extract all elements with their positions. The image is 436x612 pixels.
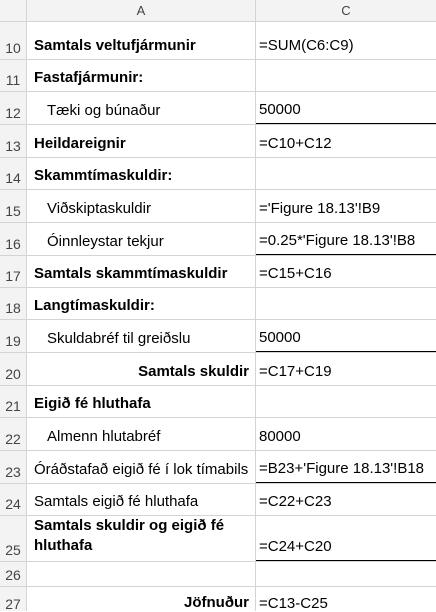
cell-c13[interactable] — [256, 125, 436, 157]
cell-c23-text: =B23+'Figure 18.13'!B18 — [259, 460, 425, 477]
row-16 — [0, 223, 436, 256]
row-26 — [0, 562, 436, 587]
row-header-13[interactable] — [0, 125, 27, 157]
cell-a17-text: Samtals skammtímaskuldir — [34, 265, 228, 282]
cell-a18-text: Langtímaskuldir: — [34, 297, 155, 314]
cell-c12[interactable] — [256, 92, 436, 124]
cell-c13-text: =C10+C12 — [259, 135, 332, 152]
row-number: 10 — [5, 40, 21, 56]
cell-a14[interactable] — [27, 158, 256, 189]
row-header-19[interactable] — [0, 320, 27, 352]
row-number: 13 — [5, 138, 21, 154]
row-25 — [0, 516, 436, 562]
row-12 — [0, 92, 436, 125]
column-header-c-label: C — [341, 3, 351, 18]
column-header-c[interactable] — [256, 0, 436, 22]
cell-c16-text: =0.25*'Figure 18.13'!B8 — [259, 232, 416, 249]
row-header-21[interactable] — [0, 386, 27, 417]
cell-c27-text: =C13-C25 — [259, 595, 328, 611]
cell-a19-text: Skuldabréf til greiðslu — [47, 330, 191, 347]
row-14 — [0, 158, 436, 190]
row-number: 19 — [5, 333, 21, 349]
cell-a11[interactable] — [27, 60, 256, 91]
row-header-17[interactable] — [0, 256, 27, 287]
cell-a13[interactable] — [27, 125, 256, 157]
cell-c26[interactable] — [256, 562, 436, 586]
cell-c23[interactable] — [256, 451, 436, 483]
row-header-15[interactable] — [0, 190, 27, 222]
cell-c11[interactable] — [256, 60, 436, 91]
cell-a22[interactable] — [27, 418, 256, 450]
row-number: 23 — [5, 464, 21, 480]
row-number: 24 — [5, 496, 21, 512]
cell-a10[interactable] — [27, 22, 256, 59]
cell-a26[interactable] — [27, 562, 256, 586]
column-header-a[interactable] — [27, 0, 256, 22]
row-18 — [0, 288, 436, 320]
row-number: 17 — [5, 268, 21, 284]
cell-a14-text: Skammtímaskuldir: — [34, 167, 173, 184]
row-number: 18 — [5, 300, 21, 316]
row-10 — [0, 22, 436, 60]
cell-a27[interactable] — [27, 587, 256, 611]
row-header-10[interactable] — [0, 22, 27, 59]
cell-c19-text: 50000 — [259, 329, 301, 346]
cell-a24[interactable] — [27, 484, 256, 515]
cell-a21[interactable] — [27, 386, 256, 417]
cell-c15-text: ='Figure 18.13'!B9 — [259, 200, 381, 217]
row-24 — [0, 484, 436, 516]
row-header-14[interactable] — [0, 158, 27, 189]
cell-a15[interactable] — [27, 190, 256, 222]
cell-a16-text: Óinnleystar tekjur — [47, 233, 164, 250]
cell-c10-text: =SUM(C6:C9) — [259, 37, 354, 54]
cell-a23[interactable] — [27, 451, 256, 483]
cell-a25[interactable] — [27, 516, 256, 561]
row-11 — [0, 60, 436, 92]
cell-a25-text: Samtals skuldir og eigið fé hluthafa — [34, 517, 225, 554]
cell-c17[interactable] — [256, 256, 436, 287]
cell-a23-text: Óráðstafað eigið fé í lok tímabils — [34, 461, 249, 478]
column-header-a-label: A — [136, 3, 146, 18]
row-23 — [0, 451, 436, 484]
row-20 — [0, 353, 436, 386]
row-19 — [0, 320, 436, 353]
cell-c16[interactable] — [256, 223, 436, 255]
cell-a24-text: Samtals eigið fé hluthafa — [34, 493, 199, 510]
select-all-corner[interactable] — [0, 0, 27, 22]
row-27 — [0, 587, 436, 611]
row-header-12[interactable] — [0, 92, 27, 124]
cell-a13-text: Heildareignir — [34, 135, 126, 152]
row-header-24[interactable] — [0, 484, 27, 515]
cell-a17[interactable] — [27, 256, 256, 287]
cell-c24-text: =C22+C23 — [259, 493, 332, 510]
cell-a21-text: Eigið fé hluthafa — [34, 395, 151, 412]
cell-c15[interactable] — [256, 190, 436, 222]
cell-a11-text: Fastafjármunir: — [34, 69, 144, 86]
row-header-18[interactable] — [0, 288, 27, 319]
cell-a12-text: Tæki og búnaður — [47, 102, 161, 119]
cell-c22-text: 80000 — [259, 428, 301, 445]
row-number: 25 — [5, 542, 21, 558]
row-number: 12 — [5, 105, 21, 121]
cell-c18[interactable] — [256, 288, 436, 319]
cell-c22[interactable] — [256, 418, 436, 450]
cell-c24[interactable] — [256, 484, 436, 515]
row-number: 20 — [5, 366, 21, 382]
row-21 — [0, 386, 436, 418]
row-number: 22 — [5, 431, 21, 447]
cell-a16[interactable] — [27, 223, 256, 255]
cell-a20[interactable] — [27, 353, 256, 385]
row-header-25[interactable] — [0, 516, 27, 561]
cell-a19[interactable] — [27, 320, 256, 352]
row-header-16[interactable] — [0, 223, 27, 255]
cell-c19[interactable] — [256, 320, 436, 352]
cell-c20[interactable] — [256, 353, 436, 385]
cell-a10-text: Samtals veltufjármunir — [34, 37, 196, 54]
row-number: 26 — [5, 567, 21, 583]
row-header-11[interactable] — [0, 60, 27, 91]
cell-c27[interactable] — [256, 587, 436, 611]
cell-c10[interactable] — [256, 22, 436, 59]
cell-c17-text: =C15+C16 — [259, 265, 332, 282]
row-17 — [0, 256, 436, 288]
cell-c25[interactable] — [256, 516, 436, 561]
row-header-26[interactable] — [0, 562, 27, 586]
row-header-23[interactable] — [0, 451, 27, 483]
row-number: 11 — [5, 72, 21, 88]
row-13 — [0, 125, 436, 158]
row-number: 14 — [5, 170, 21, 186]
cell-c20-text: =C17+C19 — [259, 363, 332, 380]
row-number: 16 — [5, 236, 21, 252]
cell-a18[interactable] — [27, 288, 256, 319]
cell-c25-text: =C24+C20 — [259, 538, 332, 555]
row-number: 27 — [5, 596, 21, 612]
cell-a15-text: Viðskiptaskuldir — [47, 200, 151, 217]
cell-c14[interactable] — [256, 158, 436, 189]
row-header-20[interactable] — [0, 353, 27, 385]
row-number: 21 — [5, 398, 21, 414]
cell-a27-text: Jöfnuður — [184, 594, 249, 611]
cell-c12-text: 50000 — [259, 101, 301, 118]
cell-a20-text: Samtals skuldir — [138, 363, 249, 380]
cell-c21[interactable] — [256, 386, 436, 417]
cell-a22-text: Almenn hlutabréf — [47, 428, 161, 445]
cell-a12[interactable] — [27, 92, 256, 124]
row-number: 15 — [5, 203, 21, 219]
row-header-22[interactable] — [0, 418, 27, 450]
row-22 — [0, 418, 436, 451]
row-15 — [0, 190, 436, 223]
row-header-27[interactable] — [0, 587, 27, 611]
